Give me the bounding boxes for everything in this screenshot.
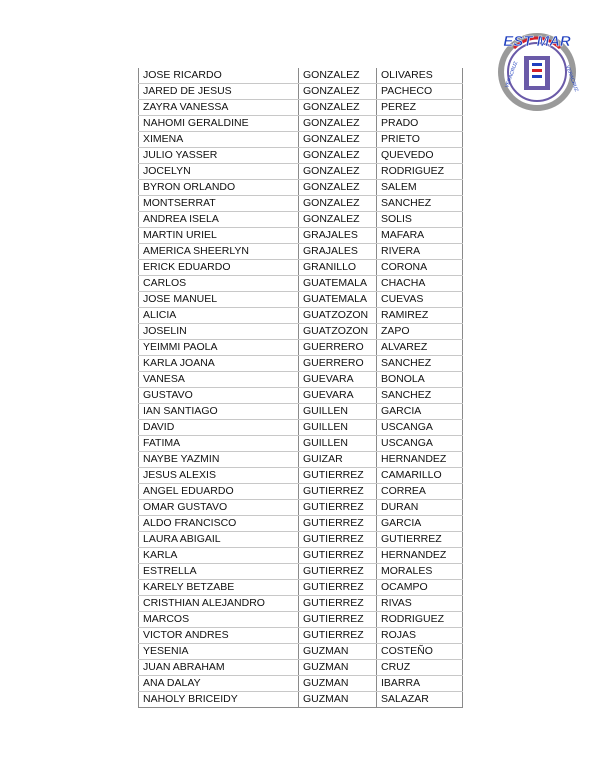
first-name-cell: CARLOS — [139, 276, 299, 292]
paternal-surname-cell: GONZALEZ — [299, 164, 377, 180]
first-name-cell: JOCELYN — [139, 164, 299, 180]
maternal-surname-cell: PACHECO — [377, 84, 463, 100]
paternal-surname-cell: GUATZOZON — [299, 308, 377, 324]
table-row — [139, 436, 463, 452]
maternal-surname-cell: CUEVAS — [377, 292, 463, 308]
paternal-surname-cell: GUZMAN — [299, 644, 377, 660]
first-name-cell: YEIMMI PAOLA — [139, 340, 299, 356]
maternal-surname-cell: PRIETO — [377, 132, 463, 148]
table-row — [139, 468, 463, 484]
paternal-surname-cell: GUTIERREZ — [299, 532, 377, 548]
maternal-surname-cell: BONOLA — [377, 372, 463, 388]
paternal-surname-cell: GUTIERREZ — [299, 548, 377, 564]
table-row — [139, 628, 463, 644]
paternal-surname-cell: GUILLEN — [299, 404, 377, 420]
paternal-surname-cell: GUERRERO — [299, 340, 377, 356]
table-row — [139, 644, 463, 660]
paternal-surname-cell: GUZMAN — [299, 676, 377, 692]
first-name-cell: JUAN ABRAHAM — [139, 660, 299, 676]
svg-text:EST MAR: EST MAR — [503, 33, 571, 50]
paternal-surname-cell: GUATZOZON — [299, 324, 377, 340]
table-row — [139, 196, 463, 212]
first-name-cell: OMAR GUSTAVO — [139, 500, 299, 516]
table-row — [139, 308, 463, 324]
maternal-surname-cell: SALEM — [377, 180, 463, 196]
paternal-surname-cell: GRANILLO — [299, 260, 377, 276]
first-name-cell: GUSTAVO — [139, 388, 299, 404]
table-row — [139, 212, 463, 228]
paternal-surname-cell: GUTIERREZ — [299, 516, 377, 532]
table-row — [139, 244, 463, 260]
table-row — [139, 324, 463, 340]
first-name-cell: MARTIN URIEL — [139, 228, 299, 244]
maternal-surname-cell: USCANGA — [377, 420, 463, 436]
first-name-cell: MARCOS — [139, 612, 299, 628]
table-row — [139, 548, 463, 564]
first-name-cell: ZAYRA VANESSA — [139, 100, 299, 116]
paternal-surname-cell: GONZALEZ — [299, 68, 377, 84]
maternal-surname-cell: GARCIA — [377, 516, 463, 532]
first-name-cell: JOSE RICARDO — [139, 68, 299, 84]
paternal-surname-cell: GUTIERREZ — [299, 564, 377, 580]
first-name-cell: IAN SANTIAGO — [139, 404, 299, 420]
table-row — [139, 164, 463, 180]
paternal-surname-cell: GRAJALES — [299, 244, 377, 260]
paternal-surname-cell: GUILLEN — [299, 420, 377, 436]
school-logo — [494, 26, 580, 116]
first-name-cell: CRISTHIAN ALEJANDRO — [139, 596, 299, 612]
first-name-cell: JARED DE JESUS — [139, 84, 299, 100]
first-name-cell: ALICIA — [139, 308, 299, 324]
first-name-cell: KARLA — [139, 548, 299, 564]
table-row — [139, 84, 463, 100]
paternal-surname-cell: GRAJALES — [299, 228, 377, 244]
maternal-surname-cell: CAMARILLO — [377, 468, 463, 484]
table-row — [139, 260, 463, 276]
maternal-surname-cell: DURAN — [377, 500, 463, 516]
first-name-cell: MONTSERRAT — [139, 196, 299, 212]
first-name-cell: JULIO YASSER — [139, 148, 299, 164]
maternal-surname-cell: SALAZAR — [377, 692, 463, 708]
paternal-surname-cell: GUTIERREZ — [299, 580, 377, 596]
first-name-cell: AMERICA SHEERLYN — [139, 244, 299, 260]
first-name-cell: KARELY BETZABE — [139, 580, 299, 596]
maternal-surname-cell: PEREZ — [377, 100, 463, 116]
maternal-surname-cell: RIVERA — [377, 244, 463, 260]
first-name-cell: ANDREA ISELA — [139, 212, 299, 228]
maternal-surname-cell: GARCIA — [377, 404, 463, 420]
maternal-surname-cell: IBARRA — [377, 676, 463, 692]
maternal-surname-cell: CORREA — [377, 484, 463, 500]
maternal-surname-cell: ZAPO — [377, 324, 463, 340]
first-name-cell: ESTRELLA — [139, 564, 299, 580]
table-row — [139, 564, 463, 580]
maternal-surname-cell: PRADO — [377, 116, 463, 132]
paternal-surname-cell: GUTIERREZ — [299, 500, 377, 516]
first-name-cell: NAYBE YAZMIN — [139, 452, 299, 468]
first-name-cell: BYRON ORLANDO — [139, 180, 299, 196]
roster-body — [139, 68, 463, 708]
table-row — [139, 404, 463, 420]
table-row — [139, 484, 463, 500]
table-row — [139, 372, 463, 388]
maternal-surname-cell: OLIVARES — [377, 68, 463, 84]
first-name-cell: ALDO FRANCISCO — [139, 516, 299, 532]
maternal-surname-cell: HERNANDEZ — [377, 548, 463, 564]
first-name-cell: JOSELIN — [139, 324, 299, 340]
paternal-surname-cell: GUILLEN — [299, 436, 377, 452]
first-name-cell: JOSE MANUEL — [139, 292, 299, 308]
first-name-cell: VANESA — [139, 372, 299, 388]
maternal-surname-cell: SANCHEZ — [377, 356, 463, 372]
maternal-surname-cell: OCAMPO — [377, 580, 463, 596]
first-name-cell: NAHOMI GERALDINE — [139, 116, 299, 132]
first-name-cell: NAHOLY BRICEIDY — [139, 692, 299, 708]
first-name-cell: ANA DALAY — [139, 676, 299, 692]
first-name-cell: JESUS ALEXIS — [139, 468, 299, 484]
table-row — [139, 180, 463, 196]
table-row — [139, 116, 463, 132]
first-name-cell: ANGEL EDUARDO — [139, 484, 299, 500]
maternal-surname-cell: SOLIS — [377, 212, 463, 228]
maternal-surname-cell: SANCHEZ — [377, 196, 463, 212]
first-name-cell: LAURA ABIGAIL — [139, 532, 299, 548]
maternal-surname-cell: RODRIGUEZ — [377, 164, 463, 180]
maternal-surname-cell: USCANGA — [377, 436, 463, 452]
paternal-surname-cell: GONZALEZ — [299, 180, 377, 196]
maternal-surname-cell: QUEVEDO — [377, 148, 463, 164]
table-row — [139, 580, 463, 596]
table-row — [139, 132, 463, 148]
paternal-surname-cell: GUZMAN — [299, 692, 377, 708]
paternal-surname-cell: GUATEMALA — [299, 276, 377, 292]
table-row — [139, 420, 463, 436]
paternal-surname-cell: GUERRERO — [299, 356, 377, 372]
first-name-cell: XIMENA — [139, 132, 299, 148]
paternal-surname-cell: GONZALEZ — [299, 100, 377, 116]
first-name-cell: VICTOR ANDRES — [139, 628, 299, 644]
maternal-surname-cell: RIVAS — [377, 596, 463, 612]
table-row — [139, 452, 463, 468]
paternal-surname-cell: GONZALEZ — [299, 148, 377, 164]
table-row — [139, 500, 463, 516]
svg-text:VERACRUZ: VERACRUZ — [504, 60, 520, 89]
maternal-surname-cell: MAFARA — [377, 228, 463, 244]
first-name-cell: DAVID — [139, 420, 299, 436]
table-row — [139, 676, 463, 692]
maternal-surname-cell: ROJAS — [377, 628, 463, 644]
first-name-cell: KARLA JOANA — [139, 356, 299, 372]
table-row — [139, 596, 463, 612]
table-row — [139, 532, 463, 548]
maternal-surname-cell: ALVAREZ — [377, 340, 463, 356]
paternal-surname-cell: GONZALEZ — [299, 116, 377, 132]
maternal-surname-cell: CORONA — [377, 260, 463, 276]
table-row — [139, 612, 463, 628]
paternal-surname-cell: GONZALEZ — [299, 212, 377, 228]
maternal-surname-cell: COSTEÑO — [377, 644, 463, 660]
student-roster-table — [138, 68, 463, 708]
paternal-surname-cell: GUATEMALA — [299, 292, 377, 308]
paternal-surname-cell: GUIZAR — [299, 452, 377, 468]
table-row — [139, 340, 463, 356]
paternal-surname-cell: GUTIERREZ — [299, 612, 377, 628]
table-row — [139, 68, 463, 84]
svg-text:VERACRUZ: VERACRUZ — [564, 64, 580, 93]
maternal-surname-cell: MORALES — [377, 564, 463, 580]
maternal-surname-cell: CRUZ — [377, 660, 463, 676]
first-name-cell: YESENIA — [139, 644, 299, 660]
paternal-surname-cell: GUTIERREZ — [299, 468, 377, 484]
paternal-surname-cell: GONZALEZ — [299, 84, 377, 100]
table-row — [139, 100, 463, 116]
paternal-surname-cell: GUZMAN — [299, 660, 377, 676]
table-row — [139, 516, 463, 532]
table-row — [139, 388, 463, 404]
paternal-surname-cell: GUTIERREZ — [299, 628, 377, 644]
table-row — [139, 660, 463, 676]
paternal-surname-cell: GUTIERREZ — [299, 484, 377, 500]
table-row — [139, 148, 463, 164]
first-name-cell: FATIMA — [139, 436, 299, 452]
maternal-surname-cell: GUTIERREZ — [377, 532, 463, 548]
maternal-surname-cell: RODRIGUEZ — [377, 612, 463, 628]
maternal-surname-cell: SANCHEZ — [377, 388, 463, 404]
maternal-surname-cell: RAMIREZ — [377, 308, 463, 324]
table-row — [139, 356, 463, 372]
table-row — [139, 276, 463, 292]
paternal-surname-cell: GONZALEZ — [299, 132, 377, 148]
maternal-surname-cell: HERNANDEZ — [377, 452, 463, 468]
paternal-surname-cell: GUEVARA — [299, 388, 377, 404]
paternal-surname-cell: GONZALEZ — [299, 196, 377, 212]
table-row — [139, 228, 463, 244]
maternal-surname-cell: CHACHA — [377, 276, 463, 292]
first-name-cell: ERICK EDUARDO — [139, 260, 299, 276]
table-row — [139, 292, 463, 308]
table-row — [139, 692, 463, 708]
paternal-surname-cell: GUTIERREZ — [299, 596, 377, 612]
paternal-surname-cell: GUEVARA — [299, 372, 377, 388]
